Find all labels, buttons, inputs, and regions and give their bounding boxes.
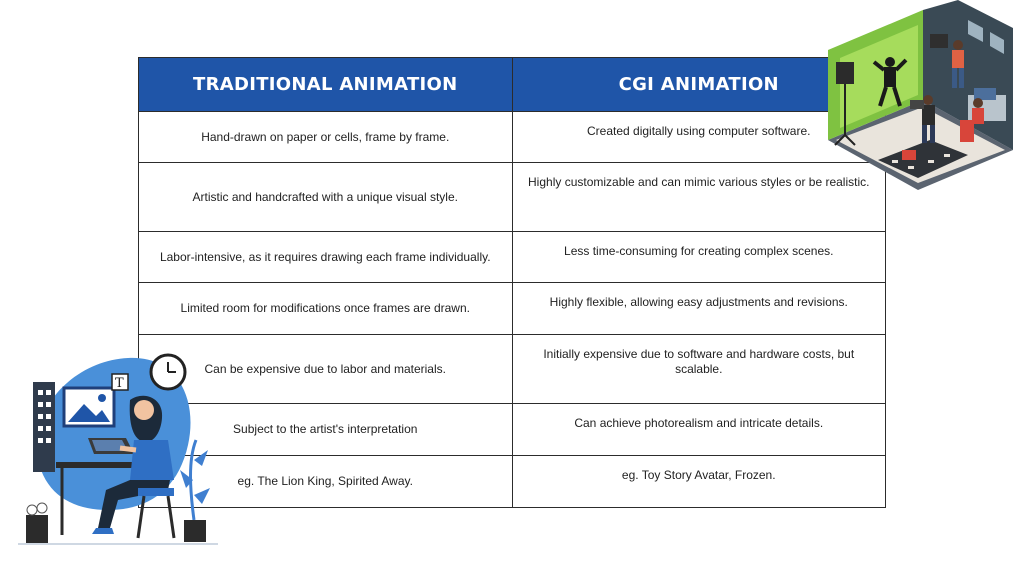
digital-artist-illustration [18,350,218,550]
cell-traditional: Can be expensive due to labor and materials. [139,335,513,404]
cell-traditional: Subject to the artist's interpretation [139,404,513,456]
comparison-table-container [138,57,886,506]
cell-traditional: eg. The Lion King, Spirited Away. [139,456,513,508]
cell-cgi: Less time-consuming for creating complex scenes. [512,232,886,283]
cell-traditional: Labor-intensive, as it requires drawing each frame individually. [139,232,513,283]
cell-cgi: Highly customizable and can mimic various styles or be realistic. [512,163,886,232]
table-row [139,112,886,163]
cell-cgi: Initially expensive due to software and hardware costs, but scalable. [512,335,886,404]
cell-cgi: Highly flexible, allowing easy adjustments and revisions. [512,283,886,335]
table-header-row [139,58,886,112]
motion-capture-studio-illustration [818,0,1018,192]
table-row [139,283,886,335]
cell-traditional: Artistic and handcrafted with a unique visual style. [139,163,513,232]
cell-traditional: Hand-drawn on paper or cells, frame by frame. [139,112,513,163]
cell-cgi: Can achieve photorealism and intricate details. [512,404,886,456]
table-row [139,163,886,232]
svg-text:T: T [115,376,124,391]
comparison-table [138,57,886,508]
header-cgi: CGI ANIMATION [512,58,886,112]
table-row [139,456,886,508]
table-row [139,335,886,404]
cell-traditional: Limited room for modifications once frames are drawn. [139,283,513,335]
table-row [139,404,886,456]
header-traditional: TRADITIONAL ANIMATION [139,58,513,112]
table-row [139,232,886,283]
cell-cgi: Created digitally using computer software. [512,112,886,163]
cell-cgi: eg. Toy Story Avatar, Frozen. [512,456,886,508]
